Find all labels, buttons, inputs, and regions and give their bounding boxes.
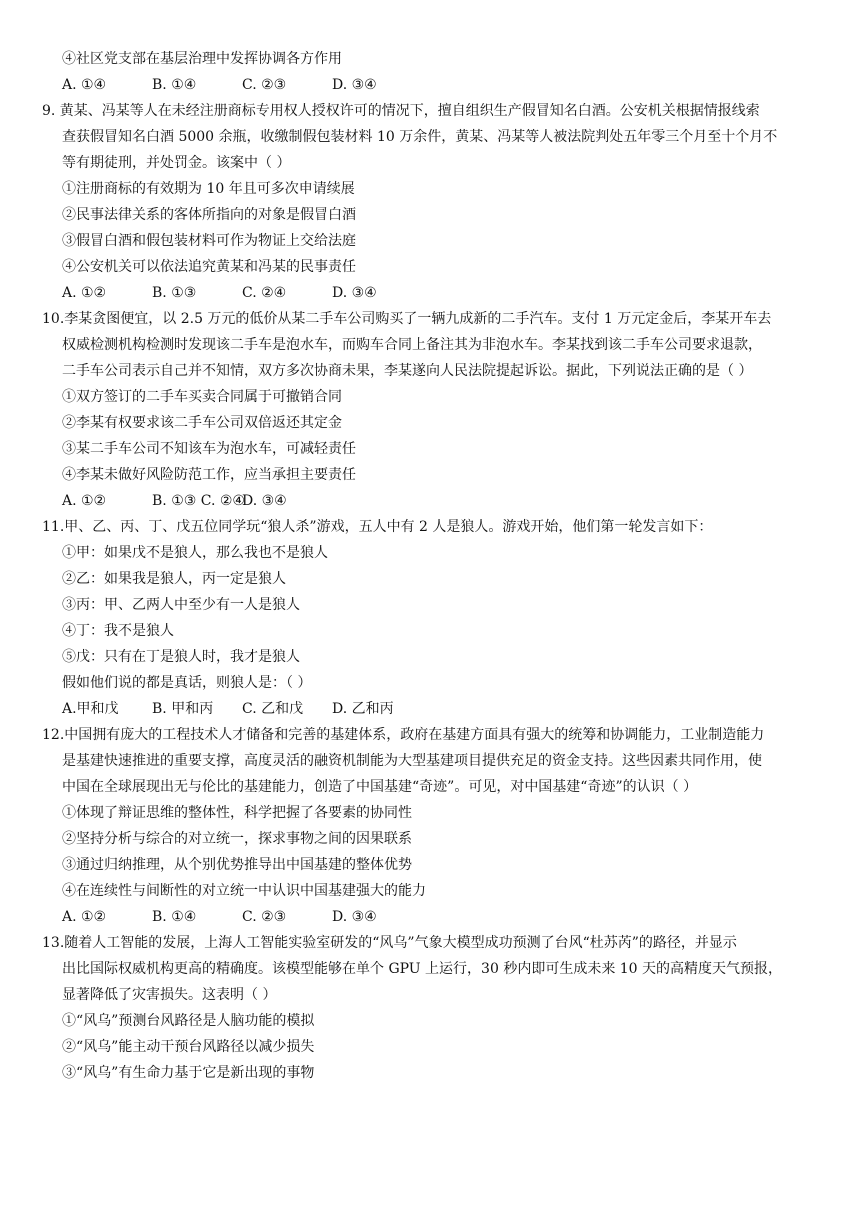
answer-option: C. ②③ [242,909,287,925]
answer-option: B. 甲和丙 [152,701,214,717]
answer-option: C. ②③ [242,77,287,93]
text-line: ⑤戊：只有在丁是狼人时，我才是狼人 [62,649,300,665]
text-line: 中国在全球展现出无与伦比的基建能力，创造了中国基建“奇迹”。可见，对中国基建“奇迹”的认识（ ） [62,779,698,795]
text-line: ④公安机关可以依法追究黄某和冯某的民事责任 [62,259,356,275]
answer-option: B. ①③ C. ②④ [152,493,245,509]
answer-option: B. ①③ [152,285,197,301]
text-line: ②民事法律关系的客体所指向的对象是假冒白酒 [62,207,356,223]
text-line: 权威检测机构检测时发现该二手车是泡水车，而购车合同上备注其为非泡水车。李某找到该二手车公司要求退款， [62,337,762,353]
answer-option: A.甲和戊 [62,701,119,717]
answer-option: A. ①② [62,285,107,301]
answer-option: D. 乙和丙 [332,701,394,717]
text-line: 查获假冒知名白酒 5000 余瓶，收缴制假包装材料 10 万余件，黄某、冯某等人被法院判处五年零三个月至十个月不 [62,129,778,145]
text-line: ①体现了辩证思维的整体性，科学把握了各要素的协同性 [62,805,412,821]
answer-option: A. ①④ [62,77,107,93]
answer-option: A. ①② [62,493,107,509]
answer-option: D. ③④ [242,493,287,509]
answer-option: D. ③④ [332,285,377,301]
text-line: ①“风乌”预测台风路径是人脑功能的模拟 [62,1013,315,1029]
text-line: ④社区党支部在基层治理中发挥协调各方作用 [62,51,342,67]
question-stem: 13.随着人工智能的发展，上海人工智能实验室研发的“风乌”气象大模型成功预测了台风“杜苏芮”的路径，并显示 [42,935,737,951]
answer-option: D. ③④ [332,909,377,925]
answer-option: D. ③④ [332,77,377,93]
answer-option: A. ①② [62,909,107,925]
text-line: ②坚持分析与综合的对立统一，探求事物之间的因果联系 [62,831,412,847]
text-line: 假如他们说的都是真话，则狼人是：（ ） [62,675,312,691]
text-line: ③通过归纳推理，从个别优势推导出中国基建的整体优势 [62,857,412,873]
answer-option: C. ②④ [242,285,287,301]
text-line: ①注册商标的有效期为 10 年且可多次申请续展 [62,181,355,197]
text-line: ①甲：如果戊不是狼人，那么我也不是狼人 [62,545,328,561]
text-line: ③“风乌”有生命力基于它是新出现的事物 [62,1065,315,1081]
text-line: 二手车公司表示自己并不知情，双方多次协商未果，李某遂向人民法院提起诉讼。据此，下列说法正确的是（ ） [62,363,753,379]
text-line: ②“风乌”能主动干预台风路径以减少损失 [62,1039,315,1055]
question-stem: 10.李某贪图便宜，以 2.5 万元的低价从某二手车公司购买了一辆九成新的二手汽车。支付 1 万元定金后，李某开车去 [42,311,772,327]
text-line: ②乙：如果我是狼人，丙一定是狼人 [62,571,286,587]
question-stem: 11.甲、乙、丙、丁、戊五位同学玩“狼人杀”游戏，五人中有 2 人是狼人。游戏开始，他们第一轮发言如下： [42,519,713,535]
text-line: 等有期徒刑，并处罚金。该案中（ ） [62,155,291,171]
answer-option: B. ①④ [152,77,197,93]
text-line: ④李某未做好风险防范工作，应当承担主要责任 [62,467,356,483]
text-line: ④在连续性与间断性的对立统一中认识中国基建强大的能力 [62,883,426,899]
text-line: 是基建快速推进的重要支撑，高度灵活的融资机制能为大型基建项目提供充足的资金支持。这些因素共同作用，使 [62,753,762,769]
text-line: ③丙：甲、乙两人中至少有一人是狼人 [62,597,300,613]
text-line: ③某二手车公司不知该车为泡水车，可减轻责任 [62,441,356,457]
text-line: 显著降低了灾害损失。这表明（ ） [62,987,277,1003]
text-line: ④丁：我不是狼人 [62,623,174,639]
text-line: ①双方签订的二手车买卖合同属于可撤销合同 [62,389,342,405]
answer-option: C. 乙和戊 [242,701,304,717]
question-stem: 9. 黄某、冯某等人在未经注册商标专用权人授权许可的情况下，擅自组织生产假冒知名白酒。公安机关根据情报线索 [42,103,760,119]
text-line: ②李某有权要求该二手车公司双倍返还其定金 [62,415,342,431]
text-line: ③假冒白酒和假包装材料可作为物证上交给法庭 [62,233,356,249]
text-line: 出比国际权威机构更高的精确度。该模型能够在单个 GPU 上运行，30 秒内即可生成未来 10 天的高精度天气预报， [62,961,783,977]
question-stem: 12.中国拥有庞大的工程技术人才储备和完善的基建体系，政府在基建方面具有强大的统筹和协调能力，工业制造能力 [42,727,765,743]
answer-option: B. ①④ [152,909,197,925]
